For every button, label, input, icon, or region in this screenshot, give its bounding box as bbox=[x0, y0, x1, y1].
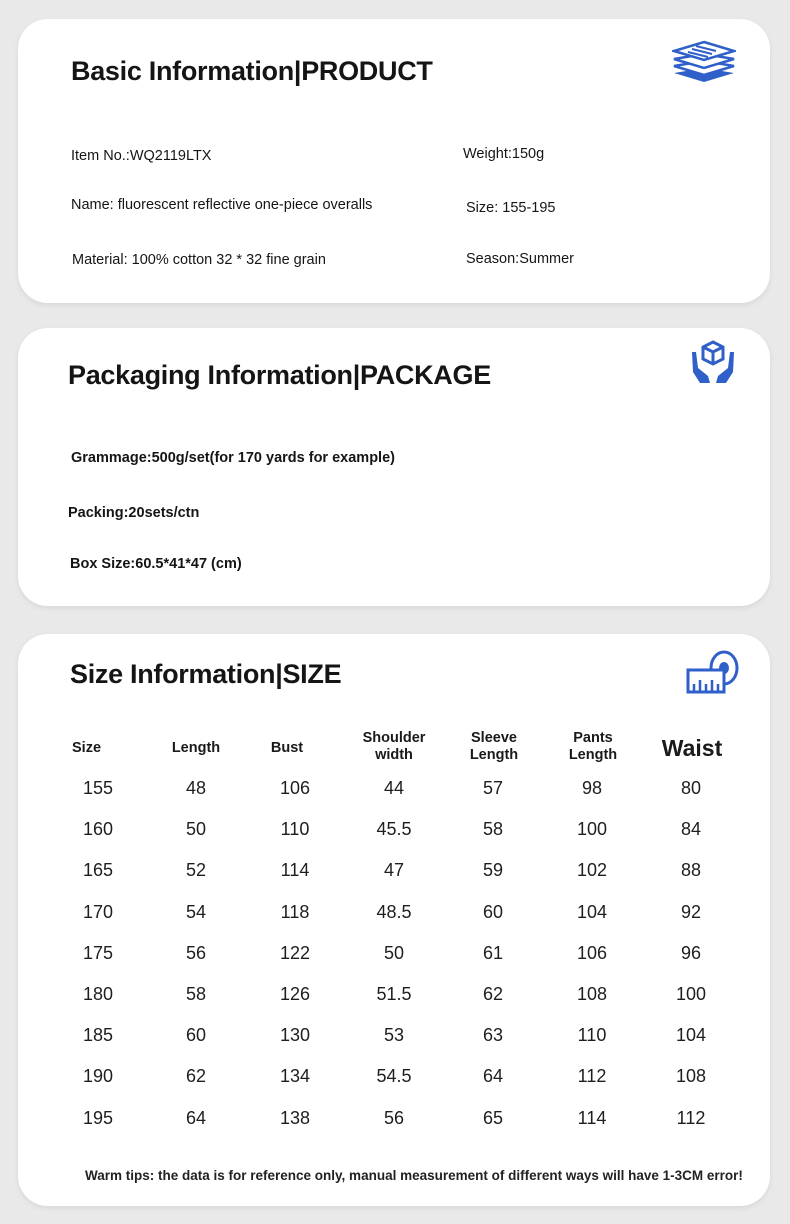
header-shoulder-width: Shoulder width bbox=[362, 730, 426, 763]
table-cell-size: 155 bbox=[82, 778, 114, 798]
table-cell-size: 175 bbox=[82, 943, 114, 963]
table-cell-shoulder-width: 56 bbox=[383, 1108, 405, 1128]
weight: Weight:150g bbox=[463, 146, 545, 162]
season: Season:Summer bbox=[466, 251, 574, 267]
table-cell-bust: 110 bbox=[280, 819, 310, 839]
table-cell-sleeve-length: 57 bbox=[482, 778, 504, 798]
header-pants-length: Pants Length bbox=[568, 730, 618, 763]
table-cell-bust: 118 bbox=[280, 902, 310, 922]
table-cell-waist: 80 bbox=[680, 778, 702, 798]
table-cell-pants-length: 104 bbox=[576, 902, 608, 922]
grammage: Grammage:500g/set(for 170 yards for example) bbox=[71, 450, 395, 466]
table-cell-length: 56 bbox=[185, 943, 207, 963]
header-size: Size bbox=[72, 740, 102, 756]
header-bust: Bust bbox=[270, 740, 304, 756]
table-cell-bust: 106 bbox=[279, 778, 311, 798]
table-cell-bust: 130 bbox=[279, 1025, 311, 1045]
table-cell-waist: 108 bbox=[675, 1066, 707, 1086]
table-cell-sleeve-length: 60 bbox=[482, 902, 504, 922]
size-range: Size: 155-195 bbox=[466, 200, 556, 216]
table-cell-waist: 112 bbox=[676, 1108, 706, 1128]
table-cell-shoulder-width: 44 bbox=[383, 778, 405, 798]
packing: Packing:20sets/ctn bbox=[68, 505, 200, 521]
item-number: Item No.:WQ2119LTX bbox=[71, 148, 212, 164]
table-cell-waist: 84 bbox=[680, 819, 702, 839]
table-cell-sleeve-length: 58 bbox=[482, 819, 504, 839]
warm-tip: Warm tips: the data is for reference only, manual measurement of different ways will have 1-3CM error! bbox=[85, 1168, 743, 1183]
table-cell-waist: 88 bbox=[680, 860, 702, 880]
table-cell-waist: 104 bbox=[675, 1025, 707, 1045]
box-size: Box Size:60.5*41*47 (cm) bbox=[70, 556, 242, 572]
table-cell-length: 64 bbox=[185, 1108, 207, 1128]
table-cell-sleeve-length: 65 bbox=[482, 1108, 504, 1128]
table-cell-pants-length: 110 bbox=[577, 1025, 607, 1045]
table-cell-length: 52 bbox=[185, 860, 207, 880]
table-cell-bust: 134 bbox=[279, 1066, 311, 1086]
table-cell-pants-length: 112 bbox=[577, 1066, 607, 1086]
table-cell-pants-length: 106 bbox=[576, 943, 608, 963]
table-cell-size: 185 bbox=[82, 1025, 114, 1045]
header-length: Length bbox=[171, 740, 221, 756]
table-cell-sleeve-length: 62 bbox=[482, 984, 504, 1004]
product-name: Name: fluorescent reflective one-piece overalls bbox=[71, 197, 373, 213]
table-cell-length: 58 bbox=[185, 984, 207, 1004]
table-cell-bust: 122 bbox=[279, 943, 311, 963]
basic-info-title: Basic Information|PRODUCT bbox=[71, 56, 433, 86]
tape-measure-icon bbox=[686, 650, 740, 699]
table-cell-sleeve-length: 64 bbox=[482, 1066, 504, 1086]
table-cell-length: 54 bbox=[185, 902, 207, 922]
table-cell-size: 195 bbox=[82, 1108, 114, 1128]
table-cell-shoulder-width: 53 bbox=[383, 1025, 405, 1045]
table-cell-size: 165 bbox=[82, 860, 114, 880]
table-cell-shoulder-width: 47 bbox=[383, 860, 405, 880]
table-cell-length: 60 bbox=[185, 1025, 207, 1045]
table-cell-shoulder-width: 50 bbox=[383, 943, 405, 963]
packaging-info-title: Packaging Information|PACKAGE bbox=[68, 360, 491, 390]
table-cell-sleeve-length: 59 bbox=[482, 860, 504, 880]
hands-holding-box-icon bbox=[690, 340, 736, 389]
table-cell-length: 62 bbox=[185, 1066, 207, 1086]
table-cell-shoulder-width: 45.5 bbox=[376, 819, 412, 839]
table-cell-length: 50 bbox=[185, 819, 207, 839]
header-sleeve-length: Sleeve Length bbox=[469, 730, 519, 763]
size-info-title: Size Information|SIZE bbox=[70, 659, 342, 689]
table-cell-shoulder-width: 51.5 bbox=[376, 984, 412, 1004]
table-cell-waist: 100 bbox=[675, 984, 707, 1004]
table-cell-size: 160 bbox=[82, 819, 114, 839]
header-waist: Waist bbox=[661, 735, 723, 761]
table-cell-sleeve-length: 61 bbox=[482, 943, 504, 963]
table-cell-size: 180 bbox=[82, 984, 114, 1004]
table-cell-waist: 92 bbox=[680, 902, 702, 922]
table-cell-pants-length: 108 bbox=[576, 984, 608, 1004]
table-cell-bust: 114 bbox=[280, 860, 310, 880]
table-cell-pants-length: 102 bbox=[576, 860, 608, 880]
table-cell-shoulder-width: 48.5 bbox=[376, 902, 412, 922]
table-cell-sleeve-length: 63 bbox=[482, 1025, 504, 1045]
table-cell-waist: 96 bbox=[680, 943, 702, 963]
material: Material: 100% cotton 32 * 32 fine grain bbox=[72, 252, 326, 268]
table-cell-length: 48 bbox=[185, 778, 207, 798]
stacked-layers-icon bbox=[672, 40, 736, 89]
table-cell-size: 170 bbox=[82, 902, 114, 922]
table-cell-pants-length: 100 bbox=[576, 819, 608, 839]
table-cell-pants-length: 98 bbox=[581, 778, 603, 798]
table-cell-pants-length: 114 bbox=[577, 1108, 607, 1128]
table-cell-size: 190 bbox=[82, 1066, 114, 1086]
table-cell-shoulder-width: 54.5 bbox=[376, 1066, 412, 1086]
table-cell-bust: 126 bbox=[279, 984, 311, 1004]
table-cell-bust: 138 bbox=[279, 1108, 311, 1128]
